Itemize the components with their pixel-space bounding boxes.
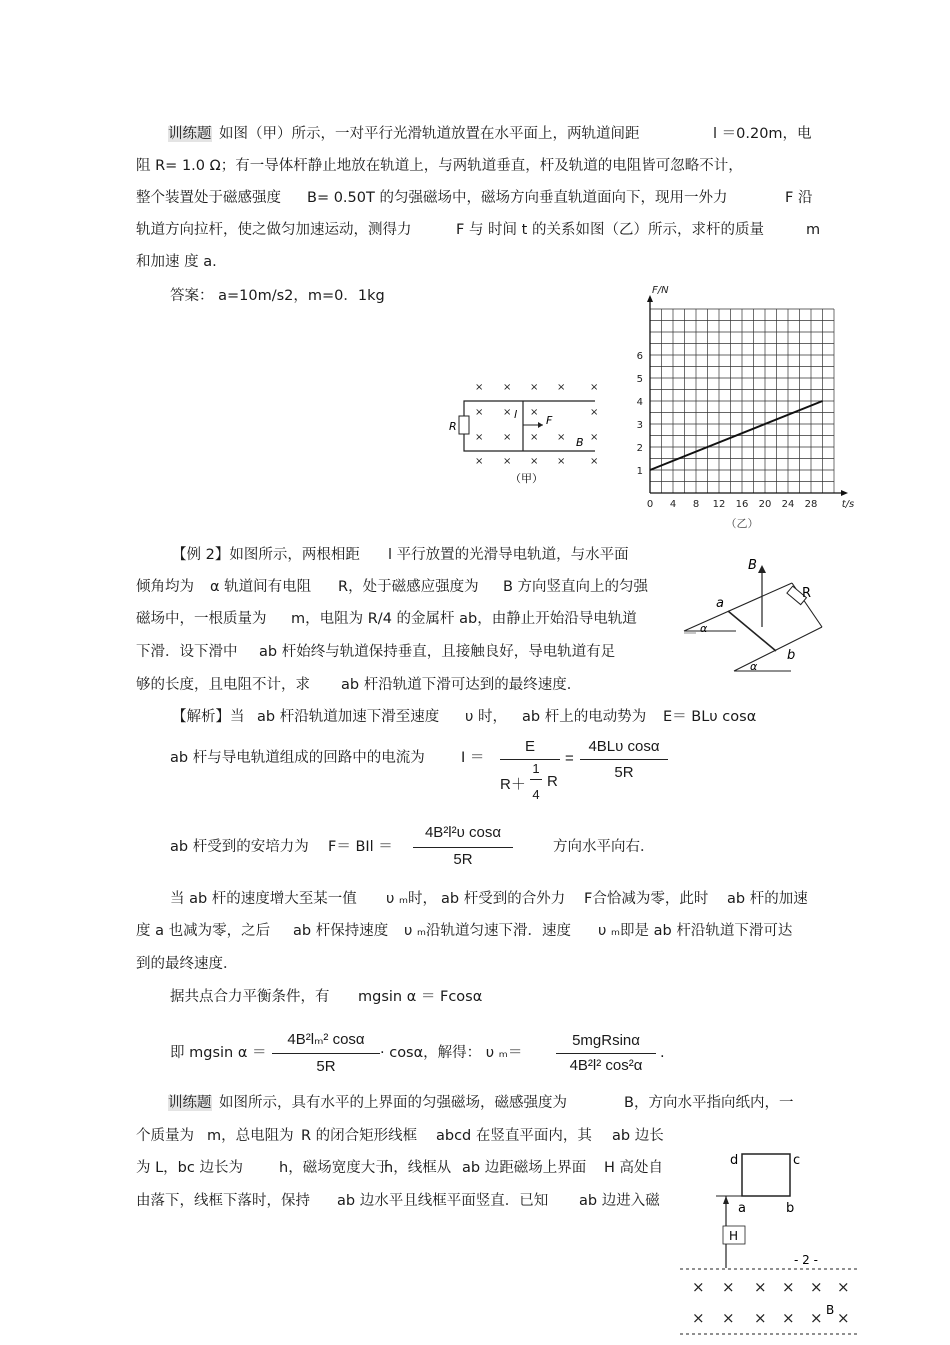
svg-text:×: × bbox=[503, 432, 512, 443]
force-label: F bbox=[546, 414, 553, 427]
field-label: B bbox=[576, 436, 584, 449]
resistor-label: R bbox=[449, 420, 457, 433]
p3-line1a: 如图所示，具有水平的上界面的匀强磁场，磁感强度为 bbox=[219, 1095, 567, 1111]
sol-line1e: E＝ BLυ cosα bbox=[663, 709, 757, 725]
sol-line6: 到的最终速度． bbox=[136, 956, 238, 972]
svg-text:×: × bbox=[590, 382, 599, 393]
ex2-line2c: R，处于磁感应强度为 bbox=[338, 579, 479, 595]
p3-line3d: ab 边距磁场上界面 bbox=[462, 1160, 587, 1176]
p1-line4a: 轨道方向拉杆，使之做匀加速运动，测得力 bbox=[136, 222, 412, 238]
svg-text:×: × bbox=[557, 432, 566, 443]
sol-line8c: . bbox=[660, 1045, 665, 1061]
sol-line5b: ab 杆保持速度 bbox=[293, 923, 389, 939]
ex2-line5b: ab 杆沿轨道下滑可达到的最终速度． bbox=[341, 677, 582, 693]
ex2-line2a: 倾角均为 bbox=[136, 579, 194, 595]
rod-end-b: b bbox=[787, 648, 796, 663]
y-tick-label: 2 bbox=[636, 443, 643, 454]
corner-d: d bbox=[730, 1153, 739, 1168]
current-result-bar bbox=[580, 759, 668, 760]
p1-line2: 阻 R= 1.0 Ω；有一导体杆静止地放在轨道上，与两轨道垂直，杆及轨道的电阻皆可忽略不计， bbox=[136, 158, 743, 174]
svg-text:×: × bbox=[782, 1309, 795, 1327]
field-cross-mark: × bbox=[475, 382, 484, 393]
sol-line1b: ab 杆沿轨道加速下滑至速度 bbox=[257, 709, 440, 725]
force-fraction-bar bbox=[413, 847, 513, 848]
sol-line8a: 即 mgsin α ＝ bbox=[170, 1045, 267, 1061]
p3-line3a: 为 L，bc 边长为 bbox=[136, 1160, 243, 1176]
sol-line7a: 据共点合力平衡条件，有 bbox=[170, 989, 330, 1005]
p3-line3e: H 高处自 bbox=[604, 1160, 664, 1176]
angle-alpha-top: α bbox=[700, 622, 708, 635]
figure-incline bbox=[676, 555, 836, 675]
svg-text:×: × bbox=[810, 1278, 823, 1296]
svg-text:×: × bbox=[530, 407, 539, 418]
sol-line3a: ab 杆受到的安培力为 bbox=[170, 839, 309, 855]
y-tick-label: 5 bbox=[636, 374, 643, 385]
sol-line5a: 度 a 也减为零，之后 bbox=[136, 923, 271, 939]
current-fraction-bar bbox=[500, 759, 560, 760]
caption-jia: （甲） bbox=[510, 472, 543, 485]
svg-text:×: × bbox=[754, 1278, 767, 1296]
ex2-line4a: 下滑．设下滑中 bbox=[136, 644, 238, 660]
svg-text:×: × bbox=[782, 1278, 795, 1296]
figure-yi-chart bbox=[630, 285, 870, 535]
p1-line1b: l ＝0.20m，电 bbox=[713, 126, 812, 142]
svg-text:×: × bbox=[722, 1309, 735, 1327]
quarter-fraction-bar bbox=[530, 779, 542, 780]
p1-line4b: F 与 时间 t 的关系如图（乙）所示，求杆的质量 bbox=[456, 222, 764, 238]
svg-text:×: × bbox=[722, 1278, 735, 1296]
y-axis-arrow bbox=[647, 295, 653, 302]
velocity-numerator: 5mgRsinα bbox=[572, 1032, 640, 1049]
sol-line4c: ab 杆受到的合外力 bbox=[441, 891, 566, 907]
corner-b: b bbox=[786, 1201, 795, 1216]
exercise-tag-2: 训练题 bbox=[168, 1095, 212, 1111]
corner-a: a bbox=[738, 1201, 746, 1216]
force-numerator: 4B²l²υ cosα bbox=[424, 824, 502, 841]
p3-line1b: B，方向水平指向纸内，一 bbox=[624, 1095, 794, 1111]
y-tick-label: 6 bbox=[636, 351, 643, 362]
p1-line4c: m bbox=[806, 222, 821, 238]
p3-line4c: ab 边进入磁 bbox=[579, 1193, 660, 1209]
svg-text:×: × bbox=[530, 382, 539, 393]
height-label: H bbox=[729, 1229, 739, 1243]
sol-line4e: ab 杆的加速 bbox=[727, 891, 808, 907]
sol-line1a: 【解析】当 bbox=[172, 709, 245, 725]
y-axis-label: F/N bbox=[652, 285, 669, 296]
svg-text:×: × bbox=[590, 432, 599, 443]
x-tick-label: 28 bbox=[804, 499, 818, 510]
svg-text:×: × bbox=[837, 1309, 850, 1327]
equals-sign: = bbox=[565, 750, 574, 767]
p3-line3c: h，线框从 bbox=[384, 1160, 452, 1176]
figure-jia bbox=[440, 378, 610, 490]
sol-line2b: I ＝ bbox=[461, 750, 485, 766]
p1-line3b: B= 0.50T 的匀强磁场中，磁场方向垂直轨道面向下，现用一外力 bbox=[307, 190, 728, 206]
ex2-line1b: l 平行放置的光滑导电轨道，与水平面 bbox=[388, 547, 629, 563]
current-numerator: E bbox=[524, 738, 535, 755]
p3-line2b: m，总电阻为 bbox=[207, 1128, 294, 1144]
quarter-denominator: 4 bbox=[532, 787, 540, 802]
x-tick-label: 24 bbox=[781, 499, 795, 510]
sol-line1c: υ 时， bbox=[465, 709, 507, 725]
p1-line3c: F 沿 bbox=[785, 190, 813, 206]
ex2-line2d: B 方向竖直向上的匀强 bbox=[503, 579, 649, 595]
sol-line8b: · cosα，解得： υ ₘ＝ bbox=[380, 1045, 523, 1061]
sol-line4b: υ ₘ时， bbox=[386, 891, 438, 907]
sol-line5d: υ ₘ即是 ab 杆沿轨道下滑可达 bbox=[598, 923, 793, 939]
p3-line2a: 个质量为 bbox=[136, 1128, 194, 1144]
ex2-line4b: ab 杆始终与轨道保持垂直，且接触良好，导电轨道有足 bbox=[259, 644, 616, 660]
y-tick-label: 3 bbox=[636, 420, 643, 431]
svg-text:×: × bbox=[475, 407, 484, 418]
x-tick-label: 0 bbox=[646, 499, 654, 510]
sol-line5c: υ ₘ沿轨道匀速下滑．速度 bbox=[404, 923, 572, 939]
svg-text:×: × bbox=[810, 1309, 823, 1327]
sol-line4d: F合恰减为零，此时 bbox=[584, 891, 709, 907]
loop-field-label: B bbox=[826, 1303, 835, 1317]
svg-text:×: × bbox=[530, 456, 539, 467]
p1-line1a: 如图（甲）所示，一对平行光滑轨道放置在水平面上，两轨道间距 bbox=[219, 126, 640, 142]
velocity-fraction-bar bbox=[556, 1053, 656, 1054]
svg-text:×: × bbox=[754, 1309, 767, 1327]
sol-line4a: 当 ab 杆的速度增大至某一值 bbox=[170, 891, 357, 907]
quarter-numerator: 1 bbox=[532, 761, 540, 776]
x-axis-arrow bbox=[841, 490, 848, 496]
ex2-line5a: 够的长度，且电阻不计，求 bbox=[136, 677, 310, 693]
svg-text:×: × bbox=[475, 432, 484, 443]
ex2-line3a: 磁场中，一根质量为 bbox=[136, 611, 267, 627]
incline-resistor-label: R bbox=[802, 586, 812, 601]
svg-text:×: × bbox=[530, 432, 539, 443]
svg-text:×: × bbox=[557, 456, 566, 467]
svg-text:×: × bbox=[837, 1278, 850, 1296]
svg-text:×: × bbox=[590, 407, 599, 418]
p3-line4a: 由落下，线框下落时，保持 bbox=[136, 1193, 310, 1209]
ex2-line2b: α 轨道间有电阻 bbox=[210, 579, 312, 595]
p1-line3a: 整个装置处于磁感强度 bbox=[136, 190, 281, 206]
x-axis-label: t/s bbox=[841, 499, 855, 510]
sol-line3b: F＝ BIl ＝ bbox=[328, 839, 393, 855]
sol-line7b: mgsin α ＝ Fcosα bbox=[358, 989, 483, 1005]
sol-line2a: ab 杆与导电轨道组成的回路中的电流为 bbox=[170, 750, 425, 766]
svg-text:×: × bbox=[557, 382, 566, 393]
svg-text:×: × bbox=[503, 407, 512, 418]
x-tick-label: 8 bbox=[692, 499, 700, 510]
p3-line2c: R 的闭合矩形线框 bbox=[301, 1128, 418, 1144]
current-denominator-a: R＋ bbox=[500, 776, 526, 793]
page-number: - 2 - bbox=[794, 1253, 818, 1267]
sol-line3c: 方向水平向右． bbox=[553, 839, 655, 855]
length-label: l bbox=[514, 408, 518, 421]
force2-denominator: 5R bbox=[316, 1058, 336, 1075]
x-tick-label: 16 bbox=[735, 499, 749, 510]
ex2-line3b: m，电阻为 R/4 的金属杆 ab，由静止开始沿导电轨道 bbox=[291, 611, 637, 627]
p3-line4b: ab 边水平且线框平面竖直．已知 bbox=[337, 1193, 549, 1209]
ex2-line1a: 【例 2】如图所示，两根相距 bbox=[172, 547, 360, 563]
incline-field-label: B bbox=[748, 558, 757, 573]
x-tick-label: 20 bbox=[758, 499, 772, 510]
x-tick-label: 4 bbox=[669, 499, 677, 510]
x-tick-label: 12 bbox=[712, 499, 726, 510]
svg-text:×: × bbox=[692, 1309, 705, 1327]
svg-text:×: × bbox=[590, 456, 599, 467]
svg-text:×: × bbox=[503, 456, 512, 467]
exercise-tag-1: 训练题 bbox=[168, 126, 212, 142]
svg-text:×: × bbox=[503, 382, 512, 393]
velocity-denominator: 4B²l² cos²α bbox=[569, 1057, 643, 1074]
field-cross-mark: × bbox=[692, 1278, 705, 1296]
corner-c: c bbox=[793, 1153, 801, 1168]
current-result-denominator: 5R bbox=[614, 764, 634, 781]
sol-line1d: ab 杆上的电动势为 bbox=[522, 709, 647, 725]
caption-yi: （乙） bbox=[725, 517, 759, 530]
p1-line5: 和加速 度 a. bbox=[136, 254, 217, 270]
rod-end-a: a bbox=[716, 596, 724, 611]
p3-line2d: abcd 在竖直平面内，其 bbox=[436, 1128, 592, 1144]
current-result-numerator: 4BLυ cosα bbox=[588, 738, 660, 755]
y-tick-label: 4 bbox=[636, 397, 643, 408]
figure-loop bbox=[676, 1148, 866, 1338]
force2-numerator: 4B²lₘ² cosα bbox=[287, 1031, 365, 1048]
svg-text:×: × bbox=[475, 456, 484, 467]
y-tick-label: 1 bbox=[636, 466, 643, 477]
answer-1: 答案： a=10m/s2，m=0．1kg bbox=[170, 288, 385, 304]
force-denominator: 5R bbox=[453, 851, 473, 868]
p3-line3b: h，磁场宽度大于 bbox=[279, 1160, 390, 1176]
angle-alpha-bottom: α bbox=[750, 660, 758, 673]
force2-fraction-bar bbox=[272, 1053, 380, 1054]
current-denominator-b: R bbox=[547, 773, 558, 790]
p3-line2e: ab 边长 bbox=[612, 1128, 664, 1144]
